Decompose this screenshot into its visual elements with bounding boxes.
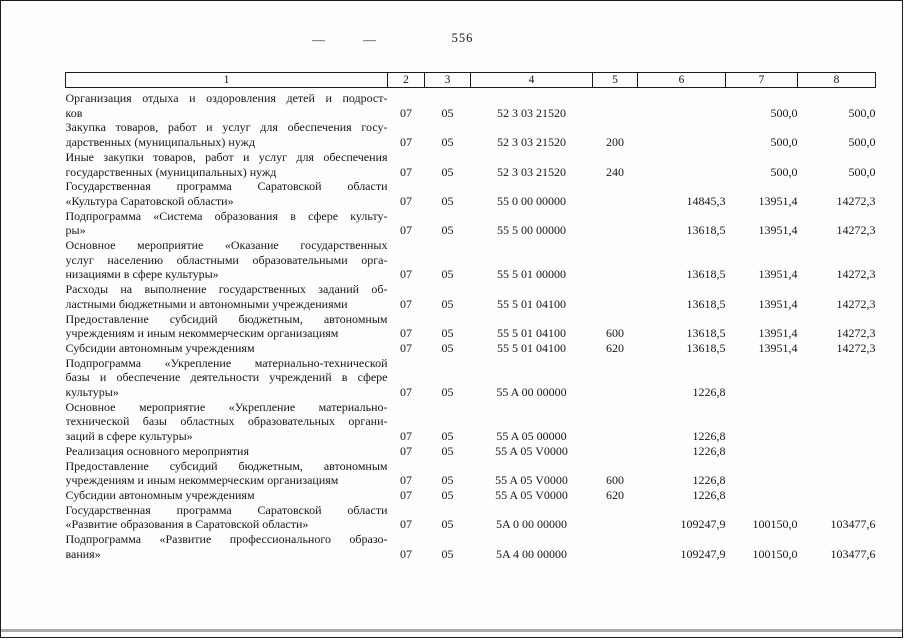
name-cell [66, 209, 388, 238]
table-row [66, 282, 876, 311]
cell-col3: 05 [441, 223, 454, 238]
cell-col2: 07 [400, 443, 412, 458]
cell-col7: 13951,4 [758, 296, 798, 311]
column-header: 6 [638, 73, 726, 88]
table-row [66, 88, 876, 121]
cell-col8: 500,0 [848, 164, 876, 179]
name-line: технической базы областных образовательных органи- [65, 414, 388, 429]
cell-col6: 1226,8 [692, 443, 726, 458]
budget-table-container [65, 72, 875, 562]
cell-col7: 13951,4 [758, 340, 798, 355]
cell-col5 [593, 444, 638, 459]
cell-col5 [593, 179, 638, 208]
name-line: учреждениям и иным некоммерческим организациям [65, 473, 339, 488]
header-mark-left: — [312, 32, 325, 47]
cell-col5 [593, 356, 638, 400]
cell-col4: 55 5 01 00000 [497, 267, 566, 282]
name-line: Предоставление субсидий бюджетным, автономным [65, 458, 388, 473]
cell-col3: 05 [441, 517, 454, 532]
name-line: Субсидии автономным учреждениям [65, 340, 255, 355]
cell-col8 [798, 400, 876, 444]
cell-col5 [593, 400, 638, 444]
cell-col6: 1226,8 [692, 487, 726, 502]
name-line: Подпрограмма «Укрепление материально-технической [65, 355, 388, 370]
cell-col2: 07 [400, 326, 412, 341]
cell-col8 [798, 444, 876, 459]
name-cell [66, 488, 388, 503]
cell-col7 [726, 356, 798, 400]
name-line: Основное мероприятие «Укрепление материально- [65, 399, 388, 414]
cell-col7: 100150,0 [752, 517, 798, 532]
cell-col6: 13618,5 [686, 296, 726, 311]
name-line: дарственных (муниципальных) нужд [65, 135, 256, 150]
cell-col6: 14845,3 [686, 193, 726, 208]
cell-col2: 07 [400, 473, 412, 488]
cell-col7: 13951,4 [758, 267, 798, 282]
cell-col7: 500,0 [770, 105, 798, 120]
name-line: «Культура Саратовской области» [65, 193, 234, 208]
cell-col4: 55 A 00 00000 [496, 385, 567, 400]
cell-col2: 07 [400, 105, 412, 120]
cell-col4: 5A 0 00 00000 [495, 517, 567, 532]
name-line: Подпрограмма «Система образования в сфере культу- [65, 208, 388, 223]
cell-col8: 500,0 [848, 105, 876, 120]
cell-col4: 55 A 05 V0000 [495, 473, 568, 488]
cell-col3: 05 [441, 546, 454, 561]
table-row [66, 179, 876, 208]
cell-col6: 109247,9 [680, 546, 726, 561]
cell-col2: 07 [400, 135, 412, 150]
cell-col5 [593, 282, 638, 311]
name-cell [66, 312, 388, 341]
cell-col4: 55 5 01 04100 [497, 340, 566, 355]
name-cell [66, 341, 388, 356]
column-header: 3 [425, 73, 471, 88]
cell-col8 [798, 459, 876, 488]
cell-col8: 14272,3 [836, 340, 876, 355]
cell-col3: 05 [441, 340, 454, 355]
cell-col8: 14272,3 [836, 326, 876, 341]
name-line: ры» [65, 223, 86, 238]
cell-col6: 1226,8 [692, 473, 726, 488]
cell-col4: 55 5 01 04100 [497, 296, 566, 311]
cell-col6 [638, 88, 726, 121]
cell-col7 [726, 400, 798, 444]
cell-col5 [593, 88, 638, 121]
name-line: ластными бюджетными и автономными учреждениями [65, 296, 348, 311]
cell-col4: 52 3 03 21520 [497, 164, 566, 179]
cell-col6 [638, 150, 726, 179]
name-cell [66, 238, 388, 282]
name-line: Иные закупки товаров, работ и услуг для обеспечения [65, 149, 388, 164]
cell-col5: 620 [606, 487, 624, 502]
name-cell [66, 503, 388, 532]
cell-col5: 600 [606, 326, 624, 341]
cell-col4: 55 A 05 V0000 [495, 443, 568, 458]
name-cell [66, 282, 388, 311]
column-header: 4 [471, 73, 593, 88]
column-header: 8 [798, 73, 876, 88]
cell-col2: 07 [400, 193, 412, 208]
name-line: заций в сфере культуры» [65, 429, 193, 444]
name-line: Подпрограмма «Развитие профессионального образо- [65, 532, 388, 547]
cell-col8: 500,0 [848, 135, 876, 150]
column-header: 7 [726, 73, 798, 88]
cell-col6: 1226,8 [692, 429, 726, 444]
cell-col3: 05 [441, 267, 454, 282]
cell-col4: 52 3 03 21520 [497, 105, 566, 120]
table-row [66, 444, 876, 459]
cell-col4: 52 3 03 21520 [497, 135, 566, 150]
name-line: Реализация основного мероприятия [65, 443, 249, 458]
column-header: 1 [66, 73, 388, 88]
name-line: учреждениям и иным некоммерческим организациям [65, 326, 339, 341]
cell-col3: 05 [441, 487, 454, 502]
cell-col2: 07 [400, 546, 412, 561]
cell-col5 [593, 238, 638, 282]
cell-col5 [593, 209, 638, 238]
cell-col6: 13618,5 [686, 267, 726, 282]
table-row [66, 532, 876, 561]
name-cell [66, 88, 388, 121]
cell-col3: 05 [441, 473, 454, 488]
cell-col2: 07 [400, 487, 412, 502]
cell-col2: 07 [400, 429, 412, 444]
cell-col7: 13951,4 [758, 223, 798, 238]
table-row [66, 150, 876, 179]
cell-col7 [726, 444, 798, 459]
name-line: Основное мероприятие «Оказание государственных [65, 238, 388, 253]
page-number: 556 [451, 31, 474, 45]
name-line: государственных (муниципальных) нужд [65, 164, 277, 179]
cell-col5: 600 [606, 473, 624, 488]
name-line: Расходы на выполнение государственных заданий об- [65, 282, 388, 297]
cell-col7: 500,0 [770, 135, 798, 150]
cell-col4: 55 0 00 00000 [497, 193, 566, 208]
table-row [66, 503, 876, 532]
cell-col2: 07 [400, 223, 412, 238]
cell-col7: 13951,4 [758, 193, 798, 208]
name-line: вания» [65, 546, 101, 561]
cell-col4: 55 5 00 00000 [497, 223, 566, 238]
name-cell [66, 120, 388, 149]
table-header-row [66, 73, 876, 88]
cell-col3: 05 [441, 429, 454, 444]
name-cell [66, 356, 388, 400]
cell-col5: 620 [606, 340, 624, 355]
cell-col4: 5A 4 00 00000 [495, 546, 567, 561]
cell-col7: 100150,0 [752, 546, 798, 561]
cell-col8: 14272,3 [836, 296, 876, 311]
name-line: Предоставление субсидий бюджетным, автономным [65, 311, 388, 326]
cell-col3: 05 [441, 193, 454, 208]
name-cell [66, 400, 388, 444]
cell-col3: 05 [441, 326, 454, 341]
cell-col3: 05 [441, 135, 454, 150]
cell-col5: 200 [606, 135, 624, 150]
cell-col7 [726, 459, 798, 488]
name-line: Организация отдыха и оздоровления детей и подрост- [65, 91, 388, 105]
name-line: низациями в сфере культуры» [65, 267, 219, 282]
cell-col3: 05 [441, 164, 454, 179]
cell-col2: 07 [400, 164, 412, 179]
name-line: Государственная программа Саратовской области [65, 179, 388, 194]
cell-col3: 05 [441, 296, 454, 311]
budget-table [65, 72, 876, 562]
table-row [66, 312, 876, 341]
cell-col2: 07 [400, 385, 412, 400]
name-cell [66, 150, 388, 179]
name-cell [66, 532, 388, 561]
cell-col3: 05 [441, 385, 454, 400]
table-row [66, 400, 876, 444]
scan-artifact-line [1, 629, 902, 632]
cell-col4: 55 A 05 00000 [496, 429, 567, 444]
cell-col8 [798, 356, 876, 400]
cell-col6 [638, 120, 726, 149]
name-line: Государственная программа Саратовской области [65, 502, 388, 517]
cell-col2: 07 [400, 267, 412, 282]
table-row [66, 209, 876, 238]
column-header: 5 [593, 73, 638, 88]
name-line: услуг населению областными образовательными орга- [65, 252, 388, 267]
cell-col8: 14272,3 [836, 267, 876, 282]
cell-col5 [593, 503, 638, 532]
cell-col2: 07 [400, 340, 412, 355]
cell-col6: 109247,9 [680, 517, 726, 532]
column-header: 2 [388, 73, 425, 88]
cell-col8: 14272,3 [836, 193, 876, 208]
cell-col8: 14272,3 [836, 223, 876, 238]
header-mark-right: — [363, 32, 376, 47]
cell-col5: 240 [606, 164, 624, 179]
cell-col7: 500,0 [770, 164, 798, 179]
cell-col7 [726, 488, 798, 503]
name-cell [66, 459, 388, 488]
cell-col4: 55 5 01 04100 [497, 326, 566, 341]
name-line: «Развитие образования в Саратовской области» [65, 517, 309, 532]
name-line: ков [65, 105, 83, 120]
cell-col2: 07 [400, 517, 412, 532]
cell-col6: 13618,5 [686, 326, 726, 341]
cell-col2: 07 [400, 296, 412, 311]
table-row [66, 238, 876, 282]
name-line: культуры» [65, 385, 119, 400]
table-row [66, 341, 876, 356]
name-line: Субсидии автономным учреждениям [65, 487, 255, 502]
cell-col4: 55 A 05 V0000 [495, 487, 568, 502]
cell-col3: 05 [441, 105, 454, 120]
cell-col8: 103477,6 [830, 546, 876, 561]
cell-col6: 13618,5 [686, 340, 726, 355]
cell-col8: 103477,6 [830, 517, 876, 532]
cell-col6: 1226,8 [692, 385, 726, 400]
name-line: базы и обеспечение деятельности учреждений в сфере [65, 370, 388, 385]
table-row [66, 120, 876, 149]
cell-col3: 05 [441, 443, 454, 458]
name-cell [66, 444, 388, 459]
name-line: Закупка товаров, работ и услуг для обеспечения госу- [65, 120, 388, 135]
name-cell [66, 179, 388, 208]
table-row [66, 356, 876, 400]
cell-col8 [798, 488, 876, 503]
cell-col5 [593, 532, 638, 561]
cell-col6: 13618,5 [686, 223, 726, 238]
table-row [66, 488, 876, 503]
table-body [66, 88, 876, 562]
cell-col7: 13951,4 [758, 326, 798, 341]
table-row [66, 459, 876, 488]
